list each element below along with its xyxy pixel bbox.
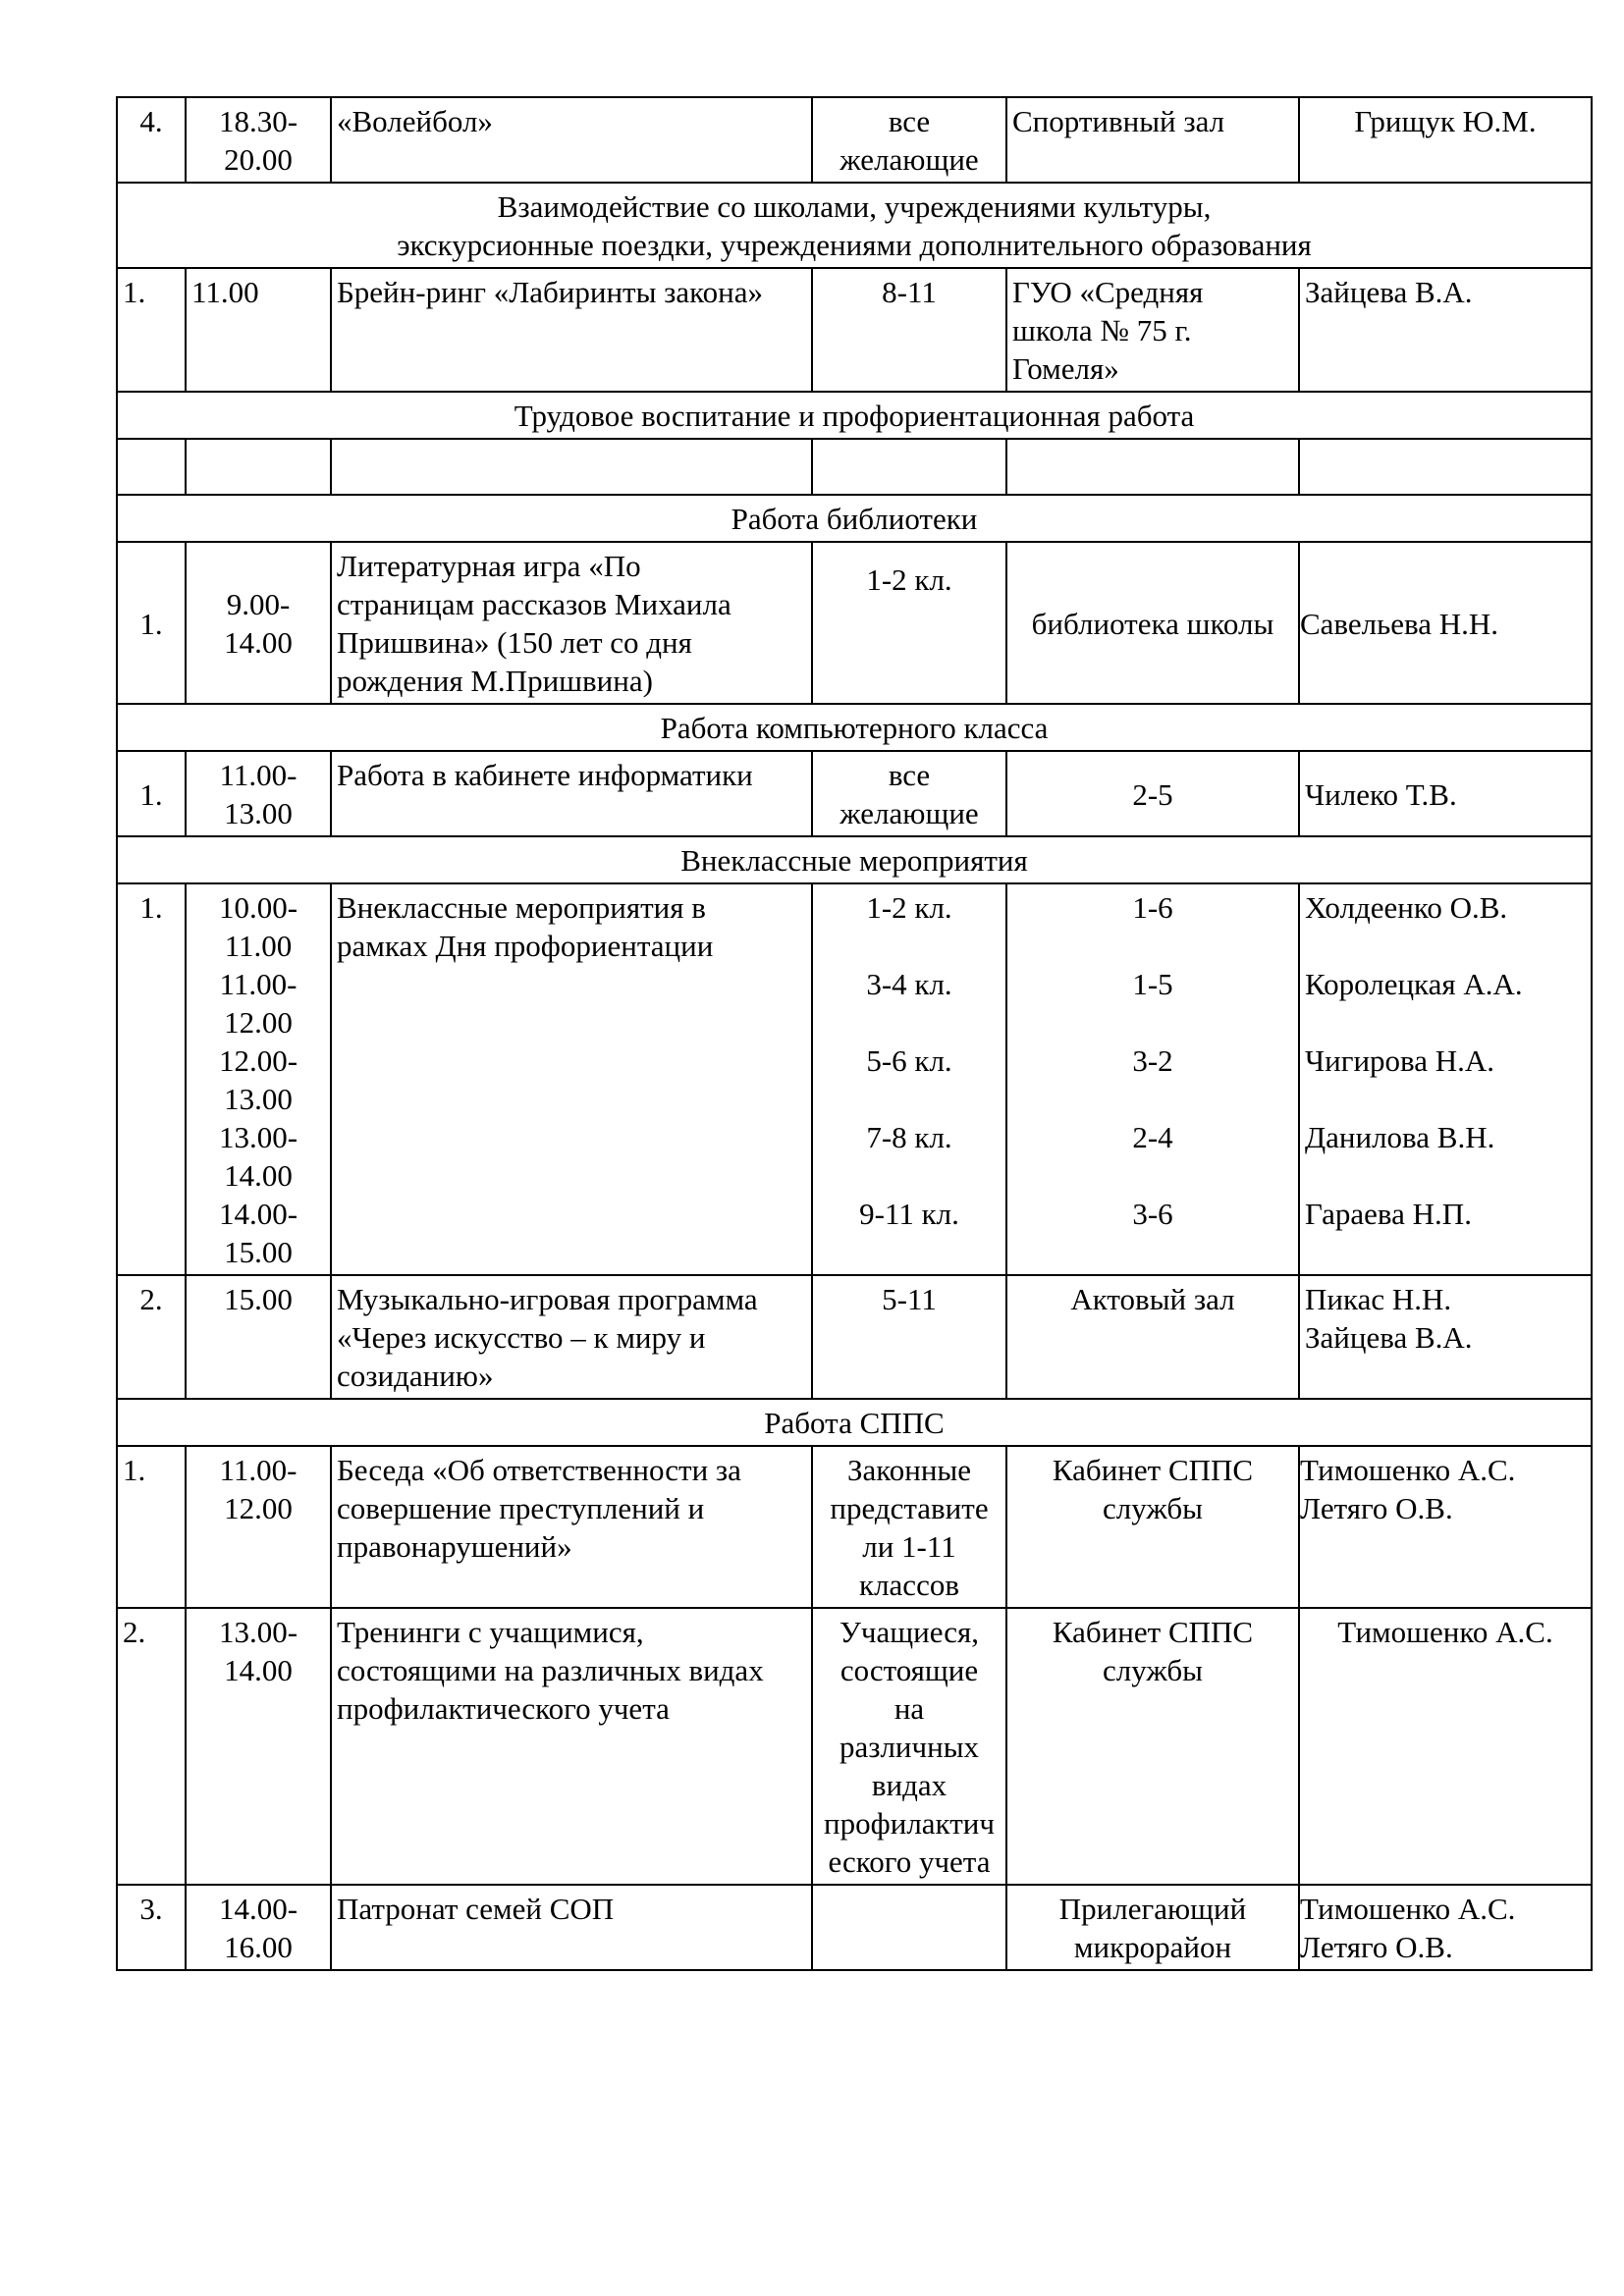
row-place: Актовый зал bbox=[1006, 1275, 1299, 1399]
empty-cell bbox=[117, 439, 186, 495]
row-place: 2-5 bbox=[1006, 751, 1299, 836]
row-place: Прилегающий микрорайон bbox=[1006, 1885, 1299, 1970]
row-rooms bbox=[1006, 883, 1299, 1275]
room-number: 2-4 bbox=[1132, 1120, 1173, 1154]
time-slot: 14.00- 15.00 bbox=[218, 1197, 298, 1269]
time-slot: 10.00- 11.00 bbox=[218, 890, 298, 963]
section-title: Работа компьютерного класса bbox=[117, 704, 1592, 751]
room-number: 1-5 bbox=[1132, 967, 1173, 1001]
row-time: 11.00- 13.00 bbox=[186, 751, 331, 836]
empty-cell bbox=[186, 439, 331, 495]
row-place: библиотека школы bbox=[1006, 542, 1299, 704]
row-number: 2. bbox=[117, 1275, 186, 1399]
teacher-name: Холдеенко О.В. bbox=[1305, 890, 1508, 925]
teacher-name: Гараева Н.П. bbox=[1305, 1197, 1472, 1231]
row-responsible: Пикас Н.Н. Зайцева В.А. bbox=[1299, 1275, 1592, 1399]
class-group: 5-6 кл. bbox=[866, 1043, 952, 1078]
row-number: 1. bbox=[117, 268, 186, 392]
room-number: 3-6 bbox=[1132, 1197, 1173, 1231]
row-event: Литературная игра «По страницам рассказов Михаила Пришвина» (150 лет со дня рождения М.Пришвина) bbox=[331, 542, 812, 704]
row-responsible: Тимошенко А.С. bbox=[1299, 1608, 1592, 1885]
row-participants: все желающие bbox=[812, 751, 1006, 836]
row-responsible: Тимошенко А.С. Летяго О.В. bbox=[1299, 1885, 1592, 1970]
section-title: Взаимодействие со школами, учреждениями культуры, экскурсионные поездки, учреждениями дополнительного образования bbox=[117, 183, 1592, 268]
row-participants bbox=[812, 1885, 1006, 1970]
row-time: 9.00- 14.00 bbox=[186, 542, 331, 704]
row-number: 1. bbox=[117, 751, 186, 836]
row-responsible: Зайцева В.А. bbox=[1299, 268, 1592, 392]
row-participants: 5-11 bbox=[812, 1275, 1006, 1399]
empty-cell bbox=[812, 439, 1006, 495]
class-group: 7-8 кл. bbox=[866, 1120, 952, 1154]
section-row bbox=[117, 495, 1592, 542]
section-row bbox=[117, 704, 1592, 751]
teacher-name: Королецкая А.А. bbox=[1305, 967, 1523, 1001]
row-place: ГУО «Средняя школа № 75 г. Гомеля» bbox=[1006, 268, 1299, 392]
room-number: 3-2 bbox=[1132, 1043, 1173, 1078]
row-responsible: Грищук Ю.М. bbox=[1299, 97, 1592, 183]
row-responsible: Савельева Н.Н. bbox=[1299, 542, 1592, 704]
class-group: 9-11 кл. bbox=[859, 1197, 959, 1231]
table-row bbox=[117, 1885, 1592, 1970]
table-row bbox=[117, 883, 1592, 1275]
schedule-table bbox=[116, 96, 1593, 1971]
row-time: 14.00- 16.00 bbox=[186, 1885, 331, 1970]
row-number: 3. bbox=[117, 1885, 186, 1970]
row-time: 11.00- 12.00 bbox=[186, 1446, 331, 1608]
row-participants: все желающие bbox=[812, 97, 1006, 183]
table-row bbox=[117, 1275, 1592, 1399]
row-participants: Законные представите ли 1-11 классов bbox=[812, 1446, 1006, 1608]
row-participants: Учащиеся, состоящие на различных видах профилактич еского учета bbox=[812, 1608, 1006, 1885]
section-row bbox=[117, 183, 1592, 268]
row-time: 13.00- 14.00 bbox=[186, 1608, 331, 1885]
row-participants: 8-11 bbox=[812, 268, 1006, 392]
teacher-name: Данилова В.Н. bbox=[1305, 1120, 1495, 1154]
row-time: 18.30- 20.00 bbox=[186, 97, 331, 183]
row-number: 2. bbox=[117, 1608, 186, 1885]
class-group: 3-4 кл. bbox=[866, 967, 952, 1001]
table-row bbox=[117, 268, 1592, 392]
row-participants: 1-2 кл. bbox=[812, 542, 1006, 704]
row-event: Тренинги с учащимися, состоящими на различных видах профилактического учета bbox=[331, 1608, 812, 1885]
table-row bbox=[117, 1608, 1592, 1885]
row-teachers bbox=[1299, 883, 1592, 1275]
row-number: 1. bbox=[117, 883, 186, 1275]
row-responsible: Тимошенко А.С. Летяго О.В. bbox=[1299, 1446, 1592, 1608]
row-event: Музыкально-игровая программа «Через искусство – к миру и созиданию» bbox=[331, 1275, 812, 1399]
empty-cell bbox=[1299, 439, 1592, 495]
row-number: 1. bbox=[117, 1446, 186, 1608]
row-time-slots bbox=[186, 883, 331, 1275]
row-event: «Волейбол» bbox=[331, 97, 812, 183]
empty-cell bbox=[1006, 439, 1299, 495]
section-title: Внеклассные мероприятия bbox=[117, 836, 1592, 883]
teacher-name: Чигирова Н.А. bbox=[1305, 1043, 1495, 1078]
table-row bbox=[117, 751, 1592, 836]
section-title: Работа библиотеки bbox=[117, 495, 1592, 542]
section-title: Трудовое воспитание и профориентационная работа bbox=[117, 392, 1592, 439]
row-time: 15.00 bbox=[186, 1275, 331, 1399]
row-number: 4. bbox=[117, 97, 186, 183]
row-responsible: Чилеко Т.В. bbox=[1299, 751, 1592, 836]
table-row bbox=[117, 542, 1592, 704]
row-number: 1. bbox=[117, 542, 186, 704]
row-place: Кабинет СППС службы bbox=[1006, 1446, 1299, 1608]
row-classes bbox=[812, 883, 1006, 1275]
section-title: Работа СППС bbox=[117, 1399, 1592, 1446]
row-place: Кабинет СППС службы bbox=[1006, 1608, 1299, 1885]
table-row bbox=[117, 1446, 1592, 1608]
empty-table-row bbox=[117, 439, 1592, 495]
row-event: Работа в кабинете информатики bbox=[331, 751, 812, 836]
row-place: Спортивный зал bbox=[1006, 97, 1299, 183]
table-row bbox=[117, 97, 1592, 183]
row-event: Брейн-ринг «Лабиринты закона» bbox=[331, 268, 812, 392]
time-slot: 11.00- 12.00 bbox=[219, 967, 298, 1040]
section-row bbox=[117, 1399, 1592, 1446]
time-slot: 13.00- 14.00 bbox=[218, 1120, 298, 1193]
section-row bbox=[117, 836, 1592, 883]
row-event: Патронат семей СОП bbox=[331, 1885, 812, 1970]
row-event: Внеклассные мероприятия в рамках Дня профориентации bbox=[331, 883, 812, 1275]
room-number: 1-6 bbox=[1132, 890, 1173, 925]
empty-cell bbox=[331, 439, 812, 495]
section-row bbox=[117, 392, 1592, 439]
row-event: Беседа «Об ответственности за совершение преступлений и правонарушений» bbox=[331, 1446, 812, 1608]
time-slot: 12.00- 13.00 bbox=[218, 1043, 298, 1116]
row-time: 11.00 bbox=[186, 268, 331, 392]
class-group: 1-2 кл. bbox=[866, 890, 952, 925]
